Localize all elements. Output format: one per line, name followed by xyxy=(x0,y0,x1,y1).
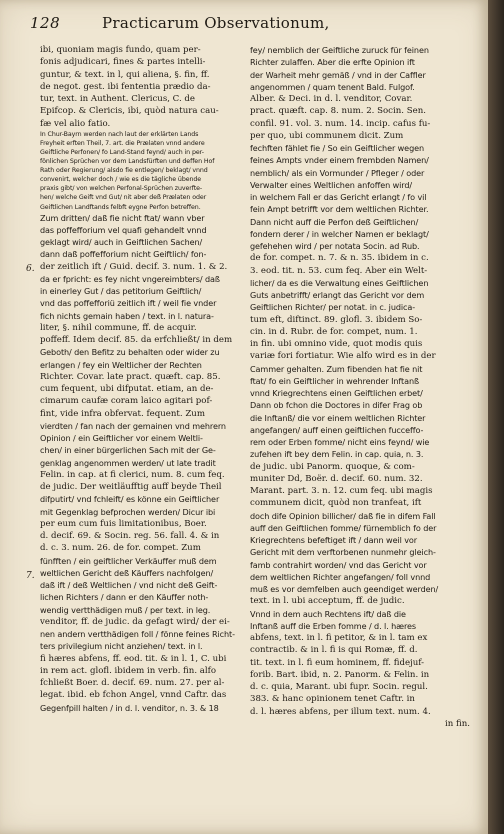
text-line: ftat/ fo ein Geiftlicher in wehrender Inftanß xyxy=(250,375,419,386)
running-head xyxy=(30,14,458,36)
text-line: venditor, ff. de judic. da gefagt wird/ der ei- xyxy=(40,616,230,627)
text-line: der Warheit mehr gemäß / vnd in der Caffler xyxy=(250,69,426,80)
text-line: convenirt, welcher doch / wie es die tägliche übende xyxy=(40,176,202,184)
text-line: angenommen / quam tenent Bald. Fulgof. xyxy=(250,81,415,92)
text-line: 3. eod. tit. n. 53. cum feq. Aber ein Welt- xyxy=(250,265,428,276)
text-line: Rath oder Regierung/ alsdo fie entlegen/ beklagt/ vnnd xyxy=(40,167,208,175)
text-line: Marant. part. 3. n. 12. cum feq. ubi magis xyxy=(250,486,433,496)
text-line: d. c. 3. num. 26. de for. compet. Zum xyxy=(40,543,201,554)
text-line: tit. text. in l. fi eum hominem, ff. fidejuf- xyxy=(250,657,425,668)
text-line: d. decif. 69. & Socin. reg. 56. fall. 4. & in xyxy=(40,531,220,542)
text-line: Kriegrechtens befeftiget ift / dann weil vor xyxy=(250,535,417,545)
text-line: per quo, ubi communem dicit. Zum xyxy=(250,130,404,141)
text-line: Cammer gehalten. Zum fibenden hat fie nit xyxy=(250,363,423,374)
text-line: forib. Bart. ibid, n. 2. Panorm. & Felin. in xyxy=(250,669,430,680)
text-line: tum eft, diftinct. 89. glofl. 3. ibidem So- xyxy=(250,314,423,325)
text-line: 383. & hanc opinionem tenet Caftr. in xyxy=(250,694,415,705)
right-text-column xyxy=(250,44,470,820)
text-line: confil. 91. vol. 3. num. 14. incip. cafus fu- xyxy=(250,118,431,129)
text-line: Opinion / ein Geiftlicher vor einem Weltli- xyxy=(40,433,203,444)
text-line: dem weltlichen Richter angefangen/ foll vnnd xyxy=(250,571,431,582)
text-line: weltlichen Gericht deß Käuffers nachfolgen/ xyxy=(40,567,214,578)
text-line: cimarum caufæ coram laico agitari pof- xyxy=(40,396,213,407)
text-line: praxis gibt/ von welchen Perfonal-Sprüchen zuverfte- xyxy=(40,185,203,193)
text-line: de negot. gest. ibi fententia prædio da- xyxy=(40,81,211,92)
text-line: in welchem Fall er das Gericht erlangt / fo vil xyxy=(250,192,427,202)
text-line: vnnd Kriegrechtens einen Geiftlichen erbet/ xyxy=(250,388,423,398)
text-line: auff den Geiftlichen fomme/ fürnemblich fo der xyxy=(250,522,437,533)
text-line: wendig vertthädigen muß / per text. in leg. xyxy=(40,604,211,615)
text-line: fönlichen Sprüchen vor dem Landsfürften und deffen Hof xyxy=(40,158,215,166)
text-line: Epifcop. & Clericis, ibi, quòd natura cau- xyxy=(40,106,219,117)
text-line: fchließt Boer. d. decif. 69. num. 27. per al- xyxy=(40,678,225,689)
book-gutter xyxy=(488,0,504,834)
text-line: Geboth/ den Befitz zu behalten oder wider zu xyxy=(40,347,220,358)
text-line: de judic. ubi Panorm. quoque, & com- xyxy=(250,461,415,472)
text-line: de judic. Der weitläufftig auff beyde Theil xyxy=(40,482,222,493)
text-line: Geiftliche Perfonen/ fo Land-Stand feynd/ auch in per- xyxy=(40,148,204,156)
page-title: Practicarum Observationum, xyxy=(102,14,330,32)
text-line: feines Ampts vnder einem frembden Namen/ xyxy=(250,155,429,166)
text-line: contractib. & in l. fi is qui Romæ, ff. d. xyxy=(250,645,418,656)
text-line: angefangen/ auff einen geiftlichen fucceffo- xyxy=(250,424,424,435)
text-line: das poffefforium vel quafi gehandelt vnnd xyxy=(40,224,207,235)
text-line: liter, §. nihil commune, ff. de acquir. xyxy=(40,322,197,333)
text-line: chen/ in einer bürgerlichen Sach mit der Ge- xyxy=(40,445,216,456)
text-line: zufehen ift bey dem Felin. in cap. quia, n. 3. xyxy=(250,449,424,460)
text-line: variæ fori fortiatur. Wie alfo wird es in der xyxy=(250,351,436,362)
text-line: d. c. quia, Marant. ubi fupr. Socin. regul. xyxy=(250,682,428,692)
text-line: dann daß poffefforium nicht Geiftlich/ fon- xyxy=(40,249,207,260)
text-line: legat. ibid. eb fchon Angel, vnnd Caftr. das xyxy=(40,690,227,701)
text-line: fey/ nemblich der Geiftliche zuruck für feinen xyxy=(250,45,429,55)
text-line: in fin. ubi omnino vide, quot modis quis xyxy=(250,339,423,349)
text-line: Alber. & Deci. in d. l. venditor, Covar. xyxy=(250,94,413,104)
text-line: licher/ da es die Verwaltung eines Geiftlichen xyxy=(250,277,429,288)
text-line: Dann ob fchon die Doctores in difer Frag ob xyxy=(250,400,423,411)
text-line: poffeff. Idem decif. 85. da erfchließt/ in dem xyxy=(40,335,233,346)
text-line: in einerley Gut / das petitorium Geiftlich/ xyxy=(40,286,202,297)
left-text-column xyxy=(40,44,244,820)
text-line: communem dicit, quòd non tranfeat, ift xyxy=(250,498,422,509)
text-line: genklag angenommen werden/ ut late tradit xyxy=(40,457,216,468)
text-line: die Inftanß/ die vor einem weltlichen Richter xyxy=(250,412,426,423)
text-line: In Chur-Bayrn werden nach laut der erklärten Lands xyxy=(40,130,199,138)
text-line: geklagt wird/ auch in Geiftlichen Sachen/ xyxy=(40,237,203,248)
text-line: tur, text. in Authent. Clericus, C. de xyxy=(40,94,196,104)
text-line: in fin. xyxy=(444,718,470,729)
text-line: Guts anbetrifft/ erlangt das Gericht vor dem xyxy=(250,290,425,300)
text-line: Freyheit erften Theil, 7. art. die Prælaten vnnd andere xyxy=(40,139,205,147)
text-line: Richter. Covar. late pract. quæft. cap. 85. xyxy=(40,371,221,382)
text-line: cin. in d. Rubr. de for. compet, num. 1. xyxy=(250,326,418,337)
text-line: abfens, text. in l. fi petitor, & in l. tam ex xyxy=(250,633,428,643)
page-number: 128 xyxy=(30,14,61,32)
text-line: Verwalter eines Weltlichen anfoffen wird/ xyxy=(250,179,413,190)
text-line: Felin. in cap. at fi clerici, num. 8. cum feq. xyxy=(40,469,225,480)
text-line: de for. compet. n. 7. & n. 35. ibidem in c. xyxy=(250,253,429,264)
text-line: guntur, & text. in l, qui aliena, §. fin, ff. xyxy=(40,69,210,80)
text-line: Dann nicht auff die Perfon deß Geiftlichen/ xyxy=(250,216,419,227)
text-line: fondern derer / in welcher Namen er beklagt/ xyxy=(250,228,429,239)
text-line: text. in l. ubi acceptum, ff. de judic. xyxy=(250,596,405,607)
text-line: lichen Richters / dann er den Käuffer noth- xyxy=(40,592,209,603)
text-line: cum fequent, ubi difputat. etiam, an de- xyxy=(40,384,214,395)
text-line: gefehehen wird / per notata Socin. ad Rub. xyxy=(250,241,420,251)
text-line: rem oder Erben fomme/ nicht eins feynd/ wie xyxy=(250,437,430,447)
text-line: ters privilegium nicht anziehen/ text. in l. xyxy=(40,641,203,652)
text-line: ibi, quoniam magis fundo, quam per- xyxy=(40,45,201,55)
text-line: fechften fählet fie / So ein Geiftlicher wegen xyxy=(250,143,425,153)
text-line: hen/ welche Geift vnd Gut/ nit aber deß Prælaten oder xyxy=(40,194,207,202)
text-line: daß ift / deß Weltlichen / vnd nicht deß Geift- xyxy=(40,580,218,591)
text-line: vnd das poffefforiü zeitlich ift / weil fie vnder xyxy=(40,298,217,309)
text-line: famb contrahirt worden/ vnd das Gericht vor xyxy=(250,559,427,570)
text-line: Gericht mit dem verftorbenen nunmehr gleich- xyxy=(250,547,436,558)
text-line: in rem act. glofl. ibidem in verb. fin. alfo xyxy=(40,665,217,676)
text-line: fæ vel alio fatio. xyxy=(40,118,111,129)
text-line: muniter Dd, Boër. d. decif. 60. num. 32. xyxy=(250,473,423,484)
text-line: fi hæres abfens, ff. eod. tit. & in l. 1, C. ubi xyxy=(40,653,227,664)
text-line: Geiftlichen Landftands felbft eygne Perfon betreffen. xyxy=(40,203,201,211)
text-line: doch dife Opinion billicher/ daß fie in difem Fall xyxy=(250,510,436,521)
text-line: d. l. hæres abfens, per illum text. num. 4. xyxy=(250,706,431,717)
text-line: fein Ampt betrifft vor dem weltlichen Richter. xyxy=(250,204,429,215)
margin-marker-7: 7. xyxy=(26,571,35,581)
text-line: difputirt/ vnd fchleift/ es könne ein Geiftlicher xyxy=(40,494,220,505)
text-line: fint, vide infra obfervat. fequent. Zum xyxy=(40,408,205,419)
text-line: Inftanß auff die Erben fomme / d. l. hæres xyxy=(250,620,417,631)
text-line: der zeitlich ift / Guid. decif. 3. num. 1. & 2. xyxy=(40,261,228,272)
text-line: Vnnd in dem auch Rechtens ift/ daß die xyxy=(250,608,406,619)
text-line: Zum dritten/ daß fie nicht ftat/ wann vber xyxy=(40,212,205,223)
text-line: Gegenfpill halten / in d. l. venditor, n. 3. & 18 xyxy=(40,702,219,713)
text-line: nen andern vertthädigen foll / fönne feines Richt- xyxy=(40,629,235,640)
text-line: Richter zulaffen. Aber die erfte Opinion ift xyxy=(250,57,415,68)
text-line: pract. quæft. cap. 8. num. 2. Socin. Sen. xyxy=(250,106,426,117)
text-line: fünfften / ein geiftlicher Verkäuffer muß dem xyxy=(40,555,217,566)
text-line: erlangen / fey ein Weltlicher der Rechten xyxy=(40,359,202,370)
text-line: Geiftlichen Richter/ per notat. in c. judica- xyxy=(250,302,416,313)
text-line: mit Gegenklag befprochen werden/ Dicur ibi xyxy=(40,506,216,517)
text-line: vierdten / fan nach der gemainen vnd mehrern xyxy=(40,420,226,431)
text-line: fonis adjudicari, fines & partes intelli- xyxy=(40,57,206,68)
margin-marker-6: 6. xyxy=(26,264,35,274)
text-line: muß es vor demfelben auch geendiget werden/ xyxy=(250,584,439,594)
text-line: da er fpricht: es fey nicht vngereimbters/ daß xyxy=(40,273,220,284)
text-line: per eum cum fuis limitationibus, Boer. xyxy=(40,518,207,529)
text-line: nemblich/ als ein Vormunder / Pfleger / oder xyxy=(250,167,425,178)
text-line: fich nichts gemain haben / text. in l. natura- xyxy=(40,310,214,321)
